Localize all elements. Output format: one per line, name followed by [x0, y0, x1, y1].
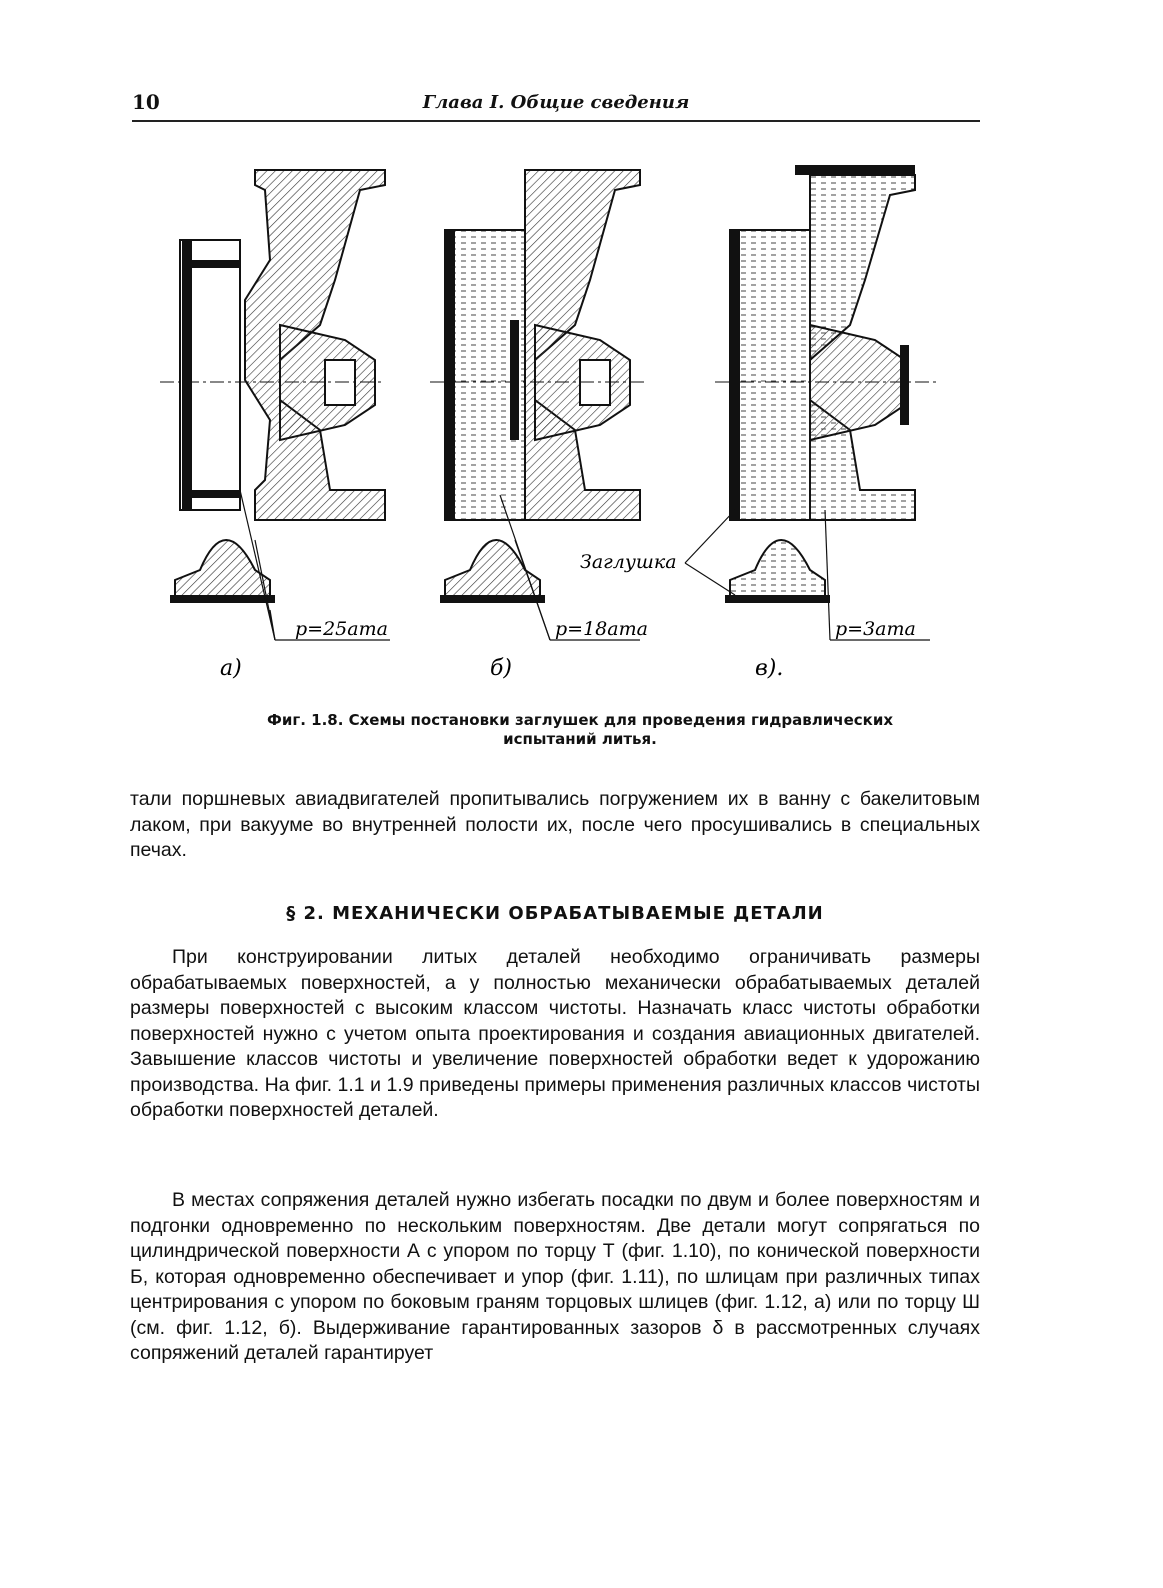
paragraph-continued-text: тали поршневых авиадвигателей пропитывались погружением их в ванну с бакелитовым лаком, при вакууме во внутренней полости их, после чего просушивались в специальных печах.	[130, 788, 980, 861]
panel-b-pressure: p=18ата	[555, 618, 648, 640]
page-header	[132, 90, 980, 122]
panel-c	[580, 165, 940, 681]
section-title: § 2. МЕХАНИЧЕСКИ ОБРАБАТЫВАЕМЫЕ ДЕТАЛИ	[286, 903, 824, 924]
running-title: Глава I. Общие сведения	[422, 92, 690, 113]
caption-line-1: Фиг. 1.8. Схемы постановки заглушек для проведения гидравлических	[266, 711, 893, 729]
panel-a	[160, 170, 390, 681]
panel-a-pressure: p=25ата	[295, 618, 388, 640]
panel-c-plug	[730, 230, 810, 520]
paragraph-3-text: В местах сопряжения деталей нужно избегать посадки по двум и более поверхностям и подгонки одновременно по нескольким поверхностям. Две детали могут сопрягаться по цилиндрической поверхности А с упором по торцу Т (фиг. 1.10), по конической поверхности Б, которая одновременно обеспечивает и упор (фиг. 1.11), по шлицам при различных типах центрирования с упором по боковым граням торцовых шлицев (фиг. 1.12, а) или по торцу Ш (см. фиг. 1.12, б). Выдерживание гарантированных зазоров δ в рассмотренных случаях сопряжений деталей гарантирует	[130, 1189, 980, 1364]
paragraph-2-text: При конструировании литых деталей необходимо ограничивать размеры обрабатываемых поверхностей, а у полностью механически обрабатываемых деталей размеры поверхностей с высоким классом чистоты. Назначать класс чистоты обработки поверхностей нужно с учетом опыта проектирования и создания авиационных двигателей. Завышение классов чистоты и увеличение поверхностей обработки ведет к удорожанию производства. На фиг. 1.1 и 1.9 приведены примеры применения различных классов чистоты обработки поверхностей деталей.	[130, 946, 980, 1121]
figure-caption	[150, 711, 1010, 749]
figure-1-8-diagram	[160, 150, 950, 695]
page-number: 10	[132, 90, 160, 114]
panel-b-label: б)	[490, 656, 513, 681]
panel-c-label: в).	[755, 656, 784, 681]
panel-b	[430, 170, 648, 681]
paragraph-3	[130, 1188, 980, 1367]
paragraph-2	[130, 945, 980, 1124]
caption-line-2: испытаний литья.	[503, 730, 657, 748]
callout-plug: Заглушка	[580, 551, 677, 573]
paragraph-continued	[130, 787, 980, 864]
panel-a-label: а)	[220, 656, 242, 681]
panel-c-pressure: p=3ата	[835, 618, 916, 640]
